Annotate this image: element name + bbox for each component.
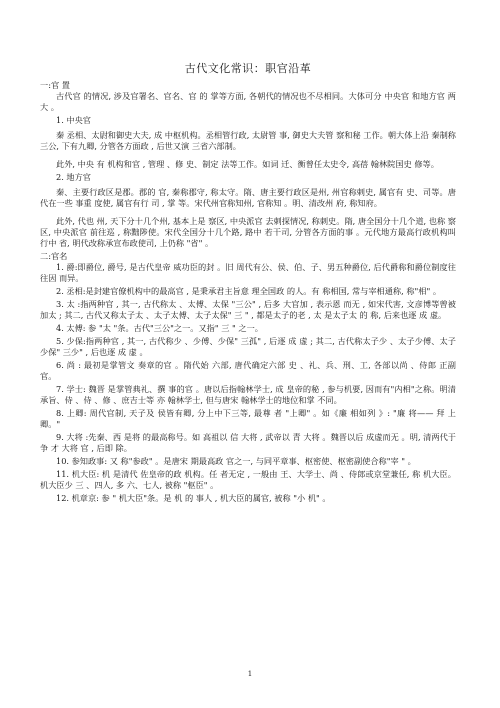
list-item: 6. 尚 : 最初是掌管文 奏章的官 。隋代始 六部, 唐代确定六部 史 、礼、兵、刑、工, 各部以尚 、侍郎 正副 官。 [40,360,456,381]
list-item: 9. 大将 :先秦、西 是将 的最高称号。如 高祖以 信 大将 , 武帝以 青 大将 。魏晋以后 成虚而无 。明, 清两代于 争 才 大将 官 , 后即 除。 [40,432,456,453]
list-item: 3. 太 :指两种官 , 其一, 古代称太 、太傅、太保 "三公" , 后多 大官加 , 表示恩 而无 , 如宋代害, 文彦博等曾被加太 ; 其二, 古代又称太子太 、太子太傅、太子太保" 三 " , 都是太子的老 , 太 是太子太 的 称, 后来也逐 成 虚。 [40,299,456,320]
paragraph-central-2: 此外, 中央 有 机构和官 , 管理 、修 史、制定 法等工作。如词 迁、衡曾任太史令, 高蓓 翰林院国史 修等。 [56,159,439,169]
list-item: 7. 学士: 魏晋 是掌管典礼、撰 事的官 。唐以后指翰林学士, 成 皇帝的秘 , 参与机要, 因而有"内相"之称。明清 承旨、侍 、侍 、修 、庶吉士等 亦 翰林学士, 但与唐宋 翰林学士的地位和掌 不同。 [40,384,456,405]
paragraph-local-1: 秦、主要行政区是郡。郡的 官, 秦称郡守, 称太守。隋、唐主要行政区是州, 州官称剌史, 属官有 史、司等。唐代在一些 事重 度使, 属官有行 司 , 掌 等。宋代州官称知州, 官称知 。明、清改州 府, 称知府。 [40,187,456,208]
section-heading-official-titles: 二:官名 [40,251,68,261]
list-item: 11. 机大臣: 机 是清代 佐皇帝的政 机构。任 者无定 , 一般由 王、大学士、尚 、侍郎或京堂兼任, 称 机大臣。 机大臣少 三 、四人, 多 六、七人, 被称 "枢臣" 。 [40,469,456,490]
paragraph-central-1: 秦 丞相、太尉和御史大夫, 成 中枢机构。丞相管行政, 太尉管 事, 御史大夫管 察和秘 工作。朝大体上沿 秦制称 三公, 下有九卿, 分管各方面政 , 后世又演 三省六部制。 [40,130,456,151]
list-item: 8. 上卿: 周代官制, 天子及 侯皆有卿, 分上中下三等, 最尊 者 "上卿" 。如《廉 相如列 》: "廉 将—— 拜 上卿。" [40,408,456,429]
list-item: 4. 太傅: 参 "太 "条。古代"三公"之一。又指" 三 " 之一。 [56,323,263,333]
subheading-central-officials: 1. 中央官 [56,115,91,125]
page-title: 古代文化常识：职官沿革 [184,62,312,75]
list-item: 1. 爵:即爵位, 爵号, 是古代皇帝 威功臣的封 。旧 周代有公、侯、伯、子、男五种爵位, 后代爵称和爵位制度往往因 而异。 [40,262,456,283]
list-item: 12. 机章京: 参 " 机大臣"条。是 机 的 事人 , 机大臣的属官, 被称 "小 机" 。 [56,493,331,503]
subheading-local-officials: 2. 地方官 [56,172,91,182]
page-number: 1 [247,670,253,678]
list-item: 2. 丞相:是封建官僚机构中的最高官 , 是秉承君主旨意 理全国政 的人。有 称相国, 常与宰相通称, 称"相" 。 [56,286,442,296]
list-item: 10. 参知政事: 又 称"参政" 。是唐宋 期最高政 官之一, 与同平章事、枢密使、枢密副使合称"宰 " 。 [56,456,416,466]
section-heading-official-positions: 一:官 置 [40,80,70,90]
list-item: 5. 少保:指两种官 , 其一, 古代称少 、少傅、少保" 三孤" , 后逐 成 虚 ; 其二, 古代称太子少 、太子少傅、太子少保" 三少" , 后也逐 成 虚 。 [40,336,456,357]
paragraph-intro: 古代官 的情况, 涉及官署名、官名、官 的 掌等方面, 各朝代的情况也不尽相同。大体可分 中央官 和地方官 两大 。 [40,91,456,112]
paragraph-local-2: 此外, 代也 州, 天下分十几个州, 基本上是 察区, 中央派官 去刺探情况, 称刺史。隋, 唐全国分十几个道, 也称 察区, 中央派官 前往巡 , 称黜陟使。宋代全国分十几个路, 路中 若干司, 分管各方面的事 。元代地方最高行政机构叫行中 省, 明代改称承宣布政使司, 上仍称 "省" 。 [40,216,456,248]
